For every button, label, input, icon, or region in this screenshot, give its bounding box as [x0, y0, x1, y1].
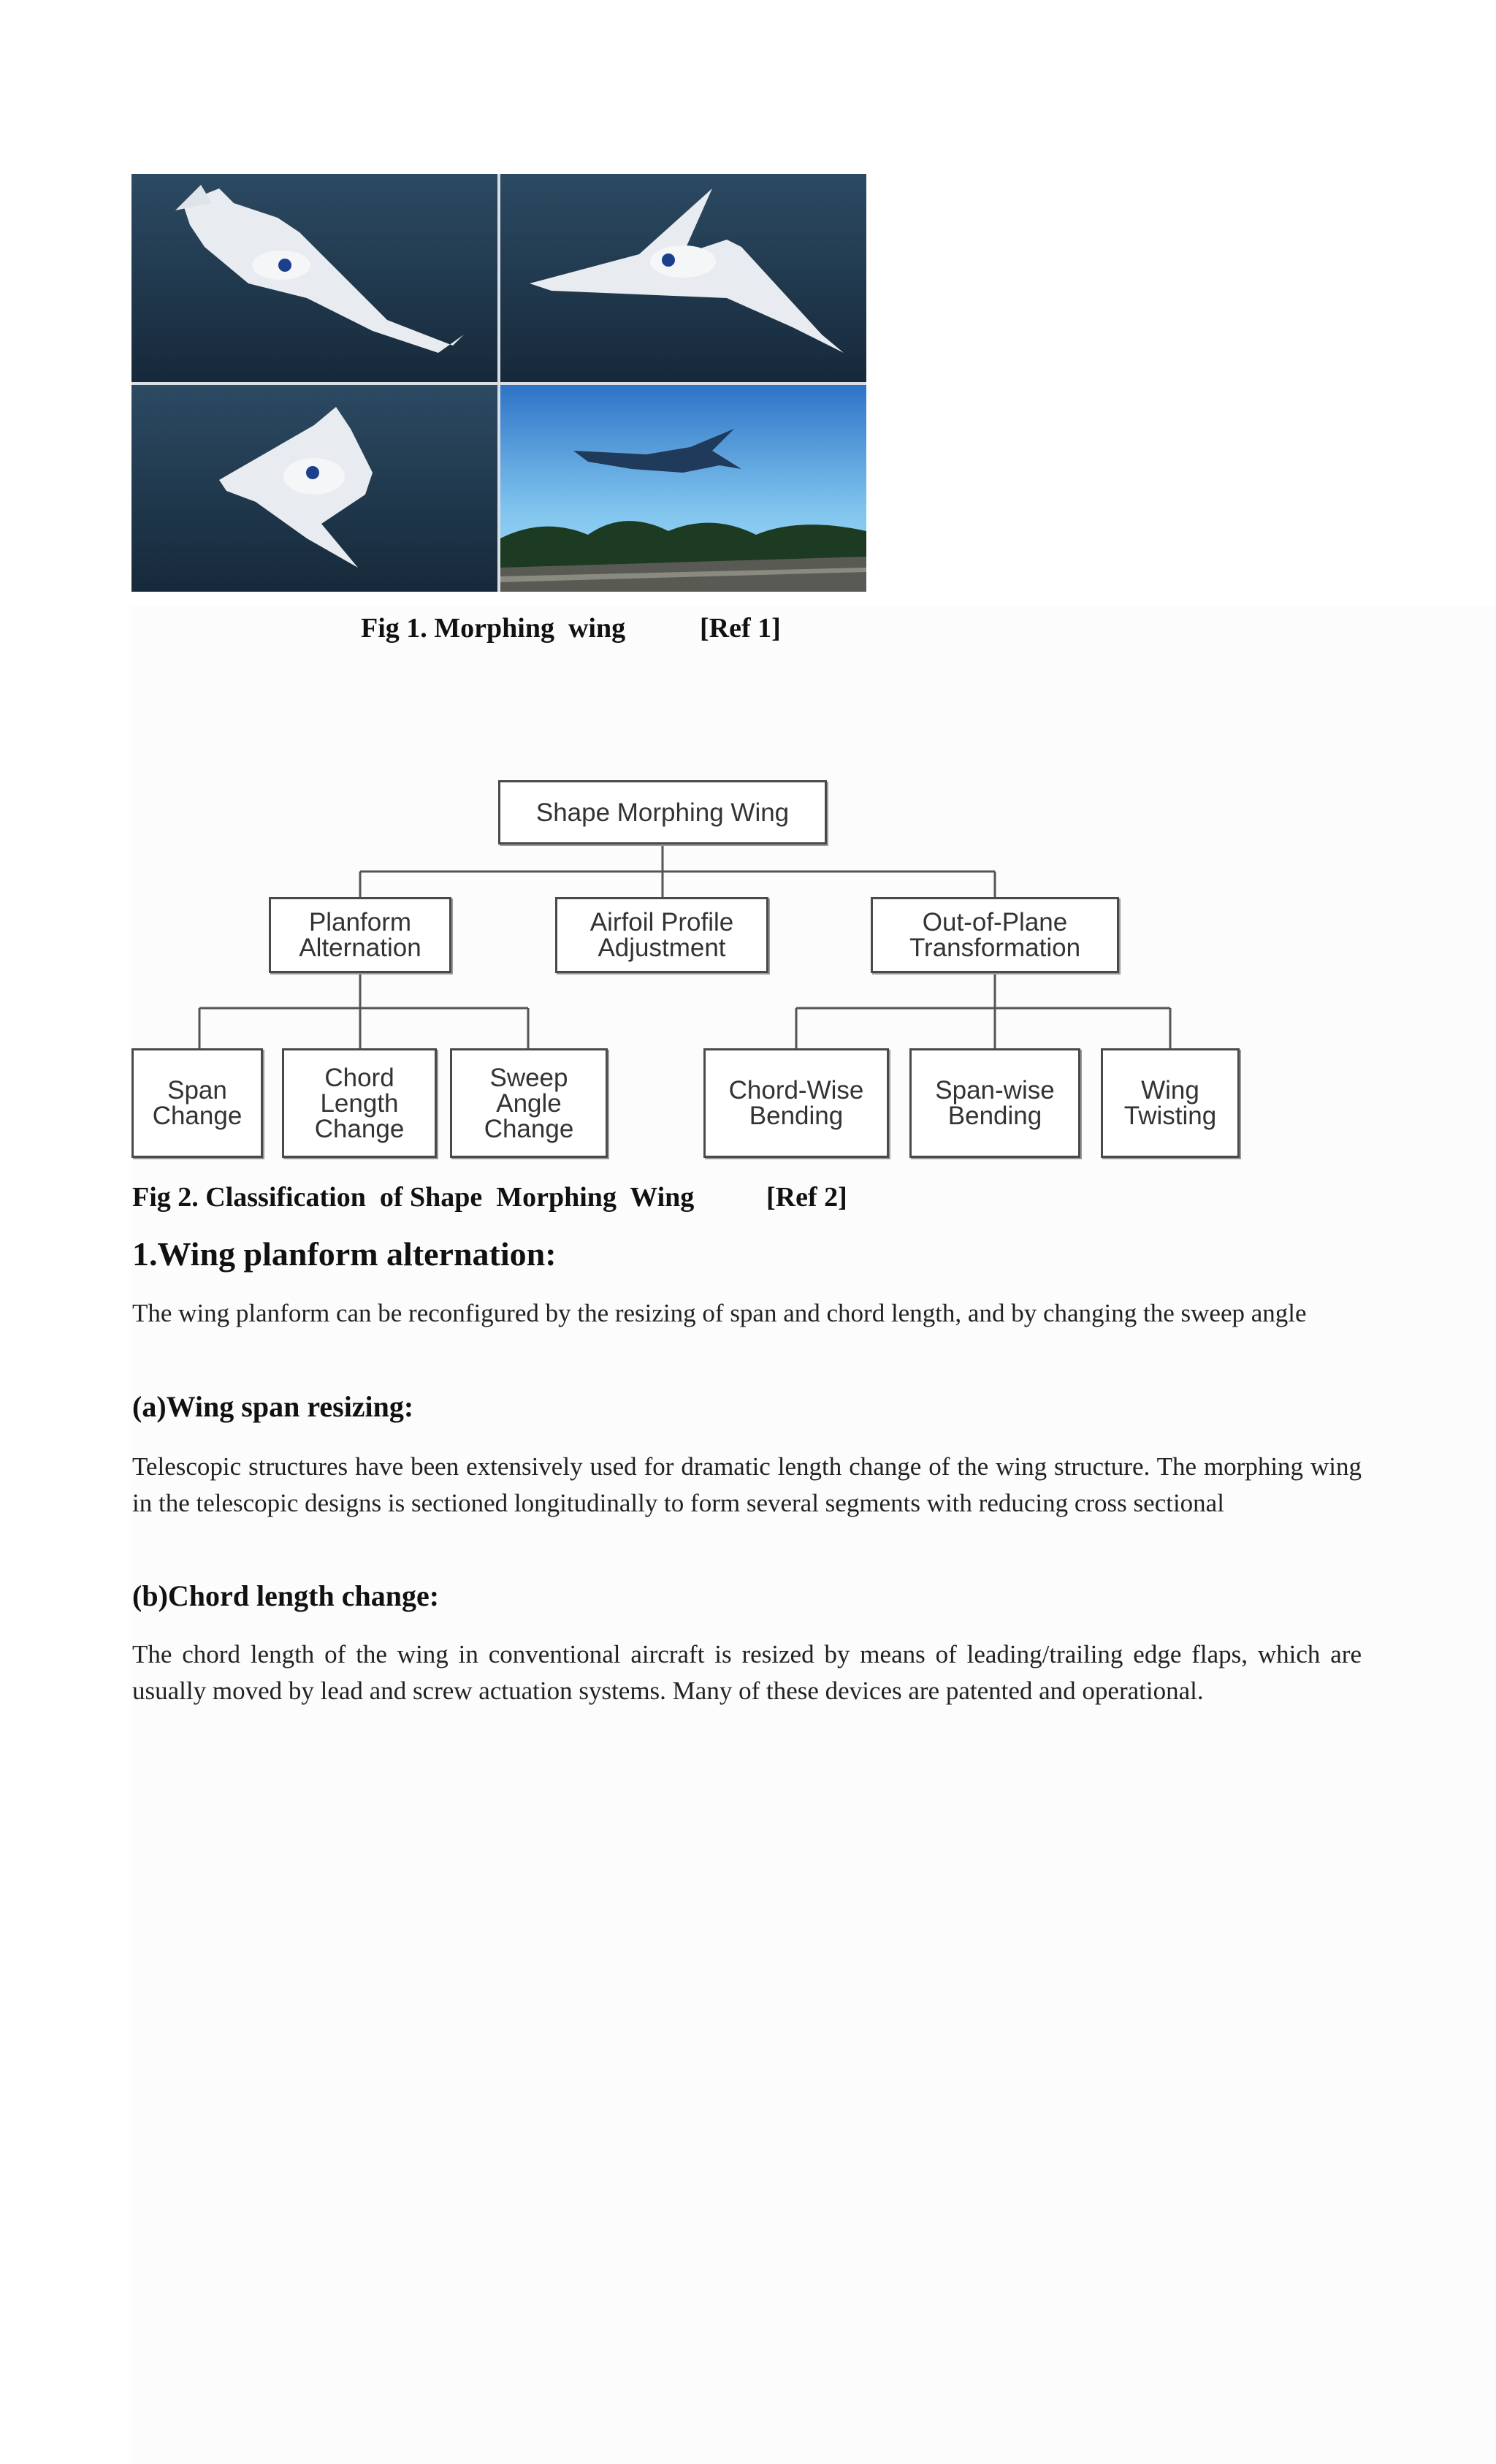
diagram-node-wing-twisting: Wing Twisting: [1101, 1048, 1240, 1158]
figure-1-caption-text: Fig 1. Morphing wing: [361, 613, 626, 644]
diagram-node-out-of-plane-transformation: Out-of-Plane Transformation: [871, 897, 1119, 973]
figure-1-caption: [361, 612, 781, 644]
morphing-wing-photo-2: [500, 174, 866, 382]
diagram-node-sweep-angle-change: Sweep Angle Change: [450, 1048, 608, 1158]
morphing-wing-photo-3: [131, 385, 497, 592]
subsection-b-heading: (b)Chord length change:: [132, 1579, 440, 1612]
diagram-node-shape-morphing-wing: Shape Morphing Wing: [498, 780, 827, 844]
figure-2-caption: [132, 1181, 847, 1213]
section-intro-paragraph: The wing planform can be reconfigured by the resizing of span and chord length, and by changing the sweep angle: [132, 1299, 1307, 1327]
figure-2-classification-diagram: [131, 778, 1242, 1165]
diagram-node-planform-alternation: Planform Alternation: [269, 897, 451, 973]
subsection-b-paragraph: The chord length of the wing in conventional aircraft is resized by means of leading/trailing edge flaps, which are usually moved by lead and screw actuation systems. Many of these devices are patented and operational.: [132, 1640, 1362, 1705]
diagram-node-chord-length-change: Chord Length Change: [282, 1048, 437, 1158]
subsection-a-paragraph: Telescopic structures have been extensively used for dramatic length change of the wing structure. The morphing wing in the telescopic designs is sectioned longitudinally to form several segments with reducing cross sectional: [132, 1452, 1362, 1517]
figure-1-photo-collage: [131, 174, 866, 592]
diagram-node-span-wise-bending: Span-wise Bending: [909, 1048, 1080, 1158]
section-heading: 1.Wing planform alternation:: [132, 1235, 557, 1273]
figure-2-reference: [Ref 2]: [766, 1182, 847, 1213]
subsection-a-heading: (a)Wing span resizing:: [132, 1390, 414, 1423]
morphing-wing-photo-1: [131, 174, 497, 382]
figure-1-reference: [Ref 1]: [700, 613, 781, 644]
figure-2-caption-text: Fig 2. Classification of Shape Morphing Wing: [132, 1182, 695, 1213]
diagram-node-span-change: Span Change: [131, 1048, 263, 1158]
diagram-node-airfoil-profile-adjustment: Airfoil Profile Adjustment: [555, 897, 768, 973]
morphing-wing-photo-4: [500, 385, 866, 592]
diagram-node-chord-wise-bending: Chord-Wise Bending: [703, 1048, 889, 1158]
